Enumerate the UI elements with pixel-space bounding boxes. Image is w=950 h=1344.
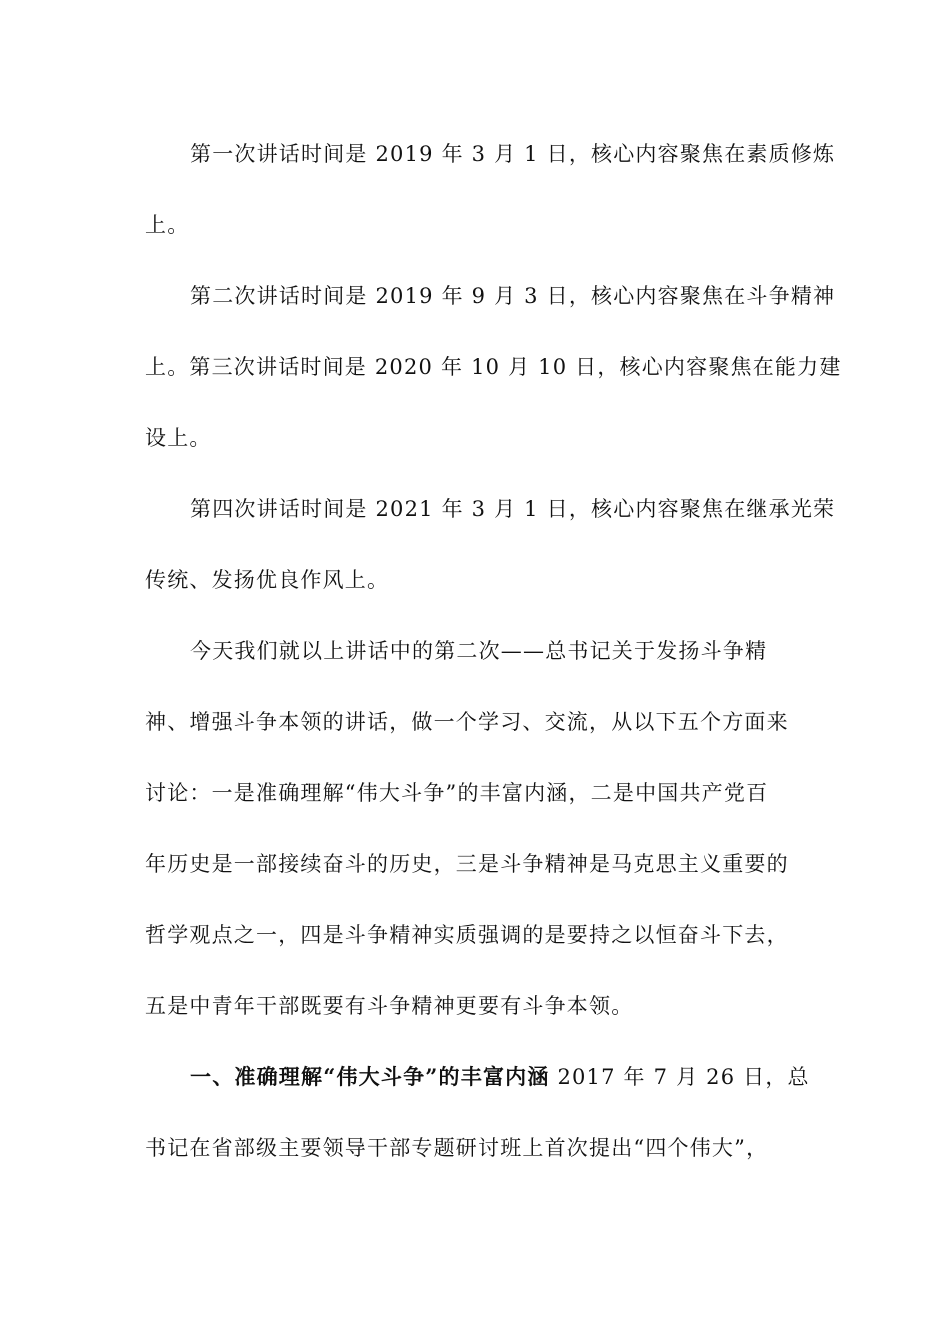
paragraph-line: 上。第三次讲话时间是 2020 年 10 月 10 日，核心内容聚焦在能力建 bbox=[145, 355, 842, 379]
paragraph-line: 第四次讲话时间是 2021 年 3 月 1 日，核心内容聚焦在继承光荣 bbox=[190, 497, 836, 521]
paragraph-line: 讨论：一是准确理解“伟大斗争”的丰富内涵，二是中国共产党百 bbox=[145, 781, 769, 805]
section-heading: 一、准确理解“伟大斗争”的丰富内涵 bbox=[190, 1064, 550, 1089]
paragraph-line: 今天我们就以上讲话中的第二次——总书记关于发扬斗争精 bbox=[190, 639, 768, 663]
paragraph-line: 传统、发扬优良作风上。 bbox=[145, 568, 390, 592]
paragraph-line: 第一次讲话时间是 2019 年 3 月 1 日，核心内容聚焦在素质修炼 bbox=[190, 142, 836, 166]
heading-tail-text: 2017 年 7 月 26 日，总 bbox=[549, 1065, 810, 1089]
paragraph-line: 年历史是一部接续奋斗的历史，三是斗争精神是马克思主义重要的 bbox=[145, 852, 789, 876]
paragraph-line: 设上。 bbox=[145, 426, 212, 450]
paragraph-line: 上。 bbox=[145, 213, 190, 237]
paragraph-line: 书记在省部级主要领导干部专题研讨班上首次提出“四个伟大”， bbox=[145, 1136, 769, 1160]
paragraph-line: 哲学观点之一，四是斗争精神实质强调的是要持之以恒奋斗下去， bbox=[145, 923, 789, 947]
paragraph-line: 第二次讲话时间是 2019 年 9 月 3 日，核心内容聚焦在斗争精神 bbox=[190, 284, 836, 308]
section-heading-line bbox=[190, 1061, 810, 1093]
paragraph-line: 五是中青年干部既要有斗争精神更要有斗争本领。 bbox=[145, 994, 634, 1018]
paragraph-line: 神、增强斗争本领的讲话，做一个学习、交流，从以下五个方面来 bbox=[145, 710, 789, 734]
